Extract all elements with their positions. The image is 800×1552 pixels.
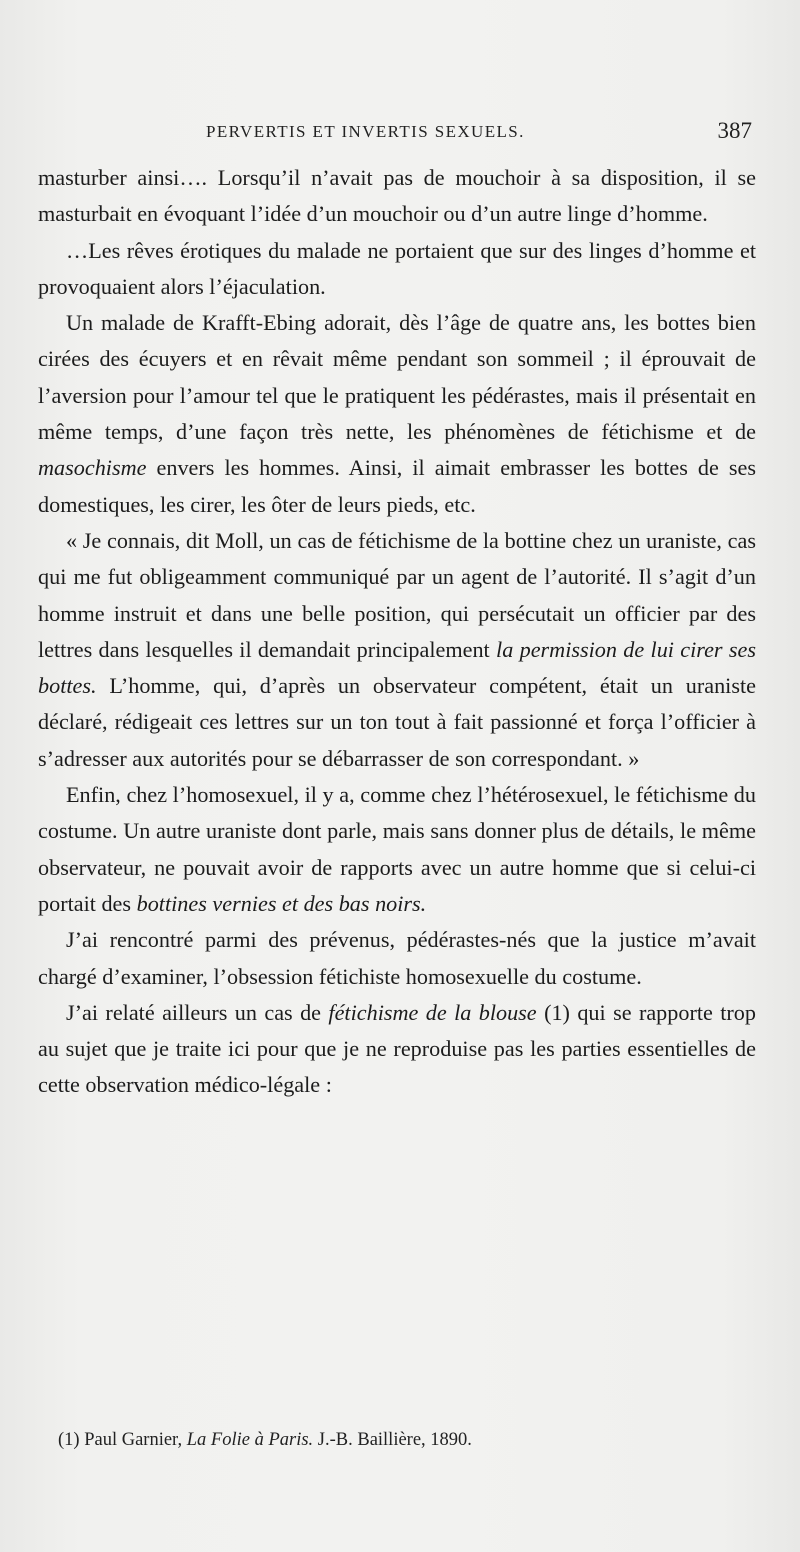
text-run: masturber ainsi…. Lorsqu’il n’avait pas de mouchoir à sa disposition, il se masturbait en évoquant l’idée d’un mouchoir ou d’un autre linge d’homme. (38, 165, 756, 227)
footnote-author: Paul Garnier, (84, 1430, 183, 1450)
footnote-publisher: J.-B. Baillière, 1890. (317, 1430, 472, 1450)
page-number: 387 (717, 118, 752, 143)
footnote-title: La Folie à Paris. (186, 1430, 314, 1450)
paragraph (38, 995, 756, 1104)
page-body-text (38, 160, 756, 1104)
text-run: L’homme, qui, d’après un observateur compétent, était un uraniste déclaré, rédigeait ces lettres sur un ton tout à fait passionné et força l’officier à s’adresser aux autorités pour se débarrasser de son correspondant. » (38, 673, 756, 771)
italic-text: masochisme (38, 455, 147, 481)
paragraph (38, 305, 756, 523)
text-run: (1) qui se rapporte trop au sujet que je traite ici pour que je ne reproduise pas les parties essentielles de cette observation médico-légale : (38, 999, 756, 1098)
text-run: J’ai rencontré parmi des prévenus, pédérastes-nés que la justice m’avait chargé d’examiner, l’obsession fétichiste homosexuelle du costume. (38, 927, 756, 989)
paragraph (38, 233, 756, 306)
text-run: « Je connais, dit Moll, un cas de fétichisme de la bottine chez un uraniste, cas qui me fut obligeamment communiqué par un agent de l’autorité. Il s’agit d’un homme instruit et dans une belle position, qui persécutait un officier par des lettres dans lesquelles il demandait principalement (38, 527, 756, 662)
paragraph (38, 922, 756, 995)
footnote (58, 1428, 758, 1452)
footnote-marker: (1) (58, 1430, 80, 1450)
italic-text: la permission de lui cirer ses bottes. (38, 636, 756, 699)
italic-text: fétichisme de la blouse (328, 999, 537, 1025)
text-run: envers les hommes. Ainsi, il aimait embrasser les bottes de ses domestiques, les cirer, les ôter de leurs pieds, etc. (38, 455, 756, 517)
text-run: …Les rêves érotiques du malade ne portaient que sur des linges d’homme et provoquaient alors l’éjaculation. (38, 237, 756, 299)
paragraph (38, 160, 756, 233)
italic-text: bottines vernies et des bas noirs. (136, 890, 427, 916)
page-header (36, 118, 758, 148)
running-head: PERVERTIS ET INVERTIS SEXUELS. (206, 122, 525, 141)
text-run: J’ai relaté ailleurs un cas de (66, 999, 329, 1025)
paragraph (38, 777, 756, 922)
paragraph (38, 523, 756, 777)
text-run: Enfin, chez l’homosexuel, il y a, comme chez l’hétérosexuel, le fétichisme du costume. Un autre uraniste dont parle, mais sans donner plus de détails, le même observateur, ne pouvait avoir de rapports avec un autre homme que si celui-ci portait des (38, 782, 756, 916)
text-run: Un malade de Krafft-Ebing adorait, dès l’âge de quatre ans, les bottes bien cirées des écuyers et en rêvait même pendant son sommeil ; il éprouvait de l’aversion pour l’amour tel que le pratiquent les pédérastes, mais il présentait en même temps, d’une façon très nette, les phénomènes de fétichisme et de (38, 310, 756, 445)
